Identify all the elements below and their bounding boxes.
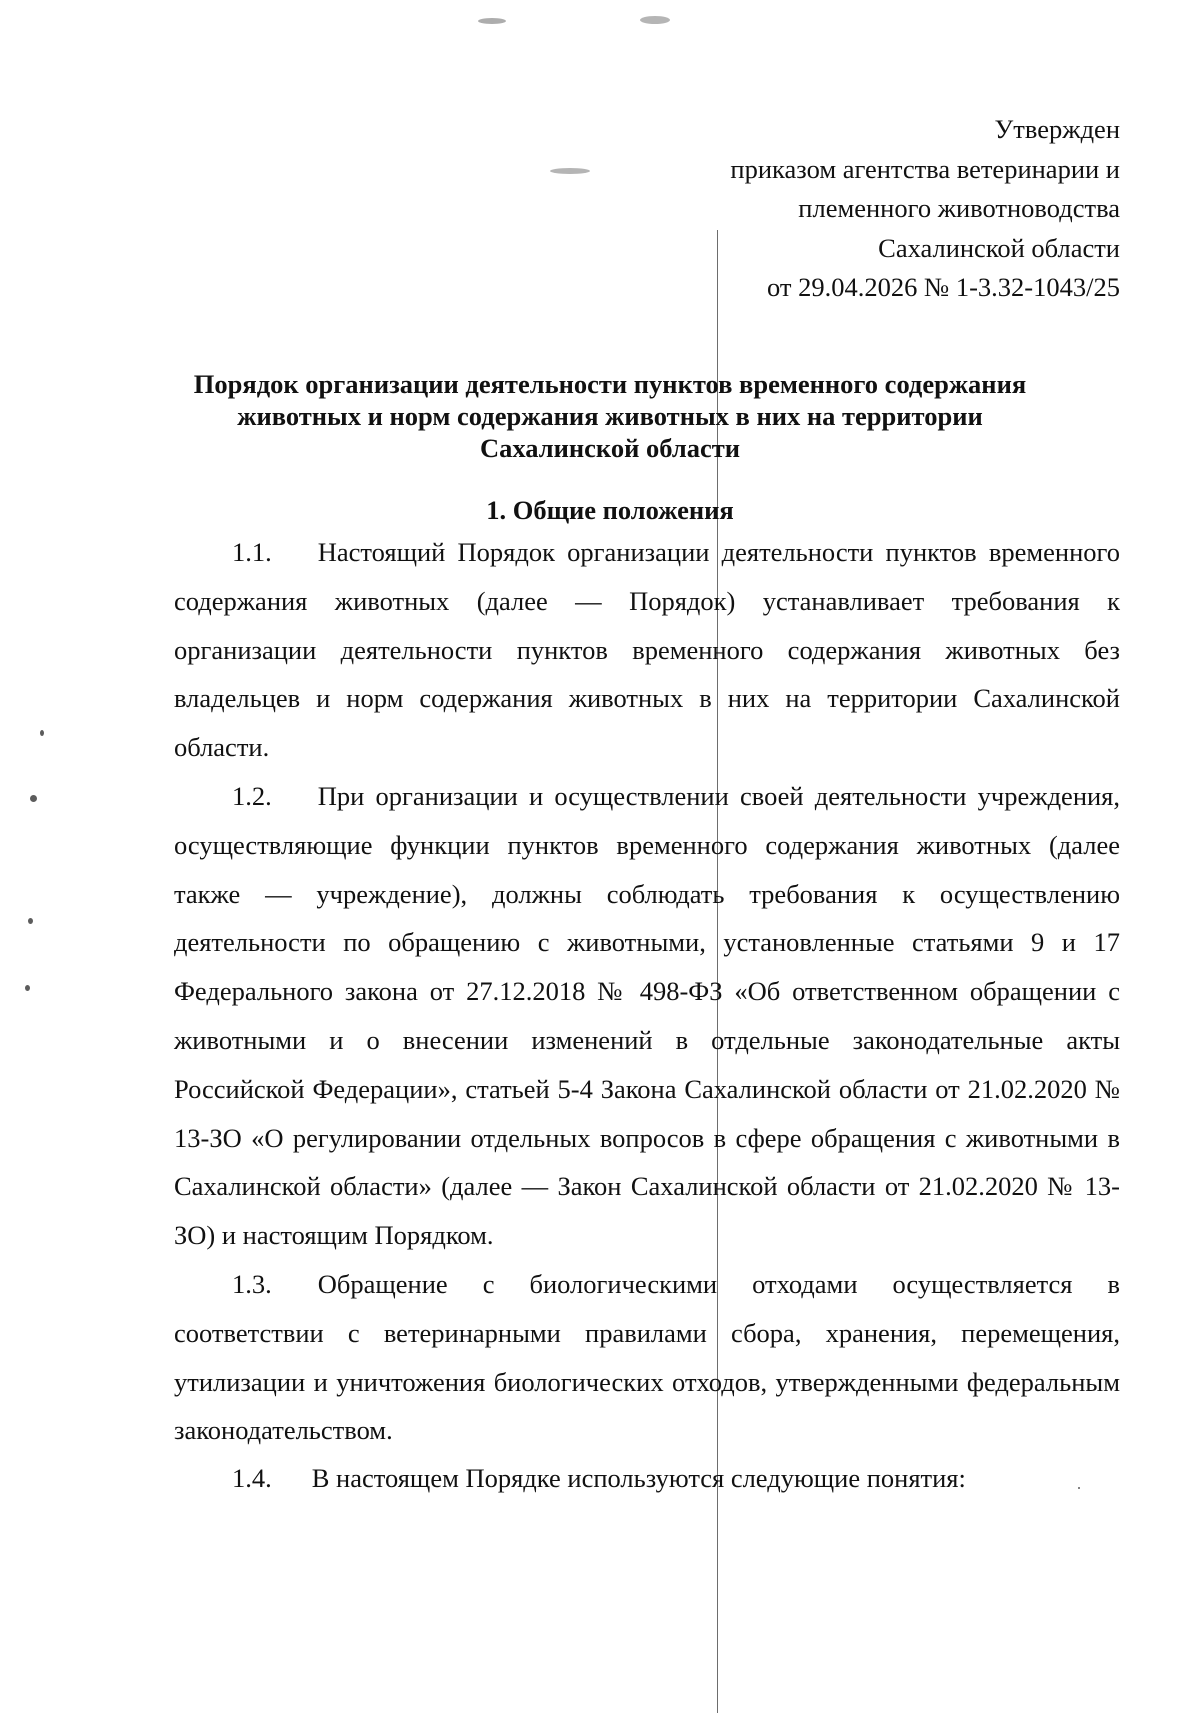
scan-speck bbox=[478, 18, 506, 24]
paragraph-number: 1.1. bbox=[232, 537, 272, 567]
paragraph-number: 1.2. bbox=[232, 781, 272, 811]
section-heading: 1. Общие положения bbox=[486, 495, 734, 525]
scan-speck bbox=[30, 795, 37, 802]
paragraph-text: В настоящем Порядке используются следующие понятия: bbox=[311, 1463, 966, 1493]
paragraph-number: 1.3. bbox=[232, 1269, 272, 1299]
approval-block bbox=[520, 110, 1120, 308]
approval-line: Сахалинской области bbox=[878, 232, 1120, 263]
approval-line: Утвержден bbox=[994, 114, 1120, 144]
paragraph-text: Обращение с биологическими отходами осуществляется в соответствии с ветеринарными правилами сбора, хранения, перемещения, утилизации и уничтожения биологических отходов, утвержденными федеральным законодательством. bbox=[174, 1269, 1120, 1446]
paragraph-1-4 bbox=[174, 1454, 1120, 1503]
title-line: Порядок организации деятельности пунктов временного содержания bbox=[193, 369, 1027, 399]
approval-line: племенного животноводства bbox=[798, 193, 1120, 223]
scan-speck bbox=[40, 730, 44, 736]
paragraph-1-1 bbox=[174, 528, 1120, 772]
document-title bbox=[120, 368, 1100, 464]
paragraph-number: 1.4. bbox=[232, 1463, 272, 1493]
scan-speck bbox=[28, 918, 33, 924]
approval-line: приказом агентства ветеринарии и bbox=[730, 153, 1120, 184]
paragraph-1-3 bbox=[174, 1260, 1120, 1455]
scan-speck bbox=[25, 985, 30, 991]
paragraph-text: Настоящий Порядок организации деятельности пунктов временного содержания животных (далее — Порядок) устанавливает требования к организации деятельности пунктов временного содержания животных без владельцев и норм содержания животных в них на территории Сахалинской области. bbox=[174, 537, 1120, 763]
title-line: животных и норм содержания животных в них на территории bbox=[237, 401, 983, 431]
approval-order-number: от 29.04.2026 № 1-3.32-1043/25 bbox=[766, 272, 1120, 302]
title-line: Сахалинской области bbox=[479, 433, 740, 463]
paragraph-text: При организации и осуществлении своей деятельности учреждения, осуществляющие функции пунктов временного содержания животных (далее также — учреждение), должны соблюдать требования к осуществлению деятельности по обращению с животными, установленные статьями 9 и 17 Федерального закона от 27.12.2018 № 498-ФЗ «Об ответственном обращении с животными и о внесении изменений в отдельные законодательные акты Российской Федерации», статьей 5-4 Закона Сахалинской области от 21.02.2020 № 13-ЗО «О регулировании отдельных вопросов в сфере обращения с животными в Сахалинской области» (далее — Закон Сахалинской области от 21.02.2020 № 13-ЗО) и настоящим Порядком. bbox=[174, 781, 1120, 1251]
paragraph-1-2 bbox=[174, 772, 1120, 1260]
scan-speck bbox=[640, 16, 670, 24]
